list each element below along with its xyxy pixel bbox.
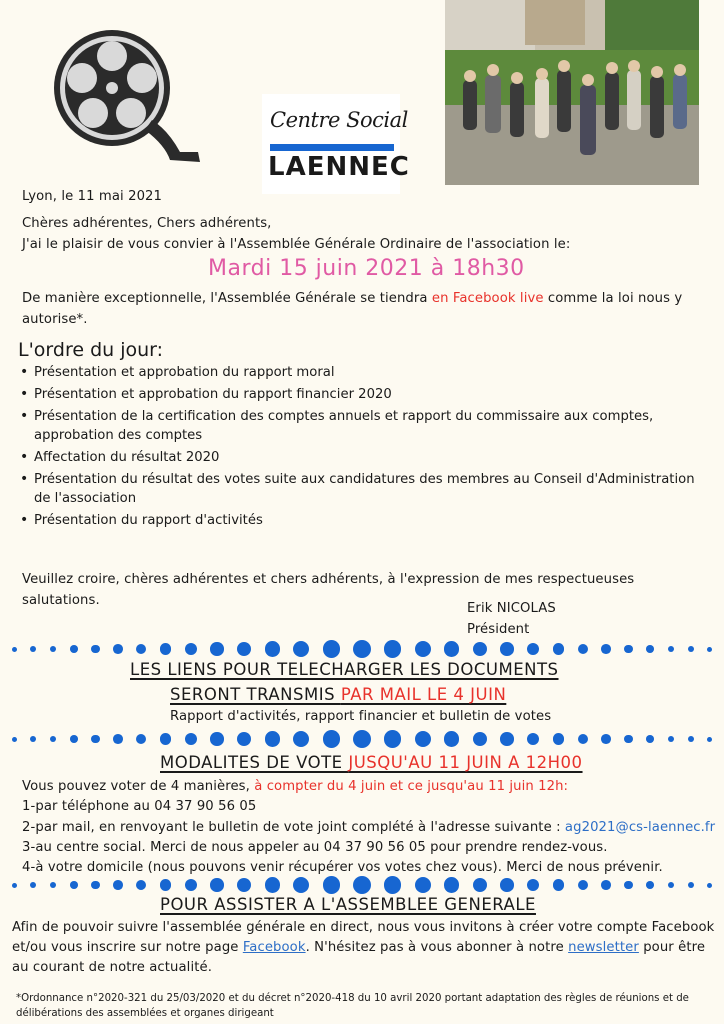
documents-heading-2: SERONT TRANSMIS PAR MAIL LE 4 JUIN <box>170 685 507 704</box>
divider-dot <box>646 881 654 889</box>
divider-dot <box>237 642 251 656</box>
divider-dot <box>527 733 539 745</box>
attend-heading: POUR ASSISTER A L'ASSEMBLEE GENERALE <box>160 895 536 914</box>
divider-dot <box>578 644 589 655</box>
divider-dot <box>30 736 36 742</box>
vote-heading: MODALITES DE VOTE JUSQU'AU 11 JUIN A 12H00 <box>160 753 583 772</box>
divider-dot <box>688 882 694 888</box>
divider-dot <box>210 878 223 891</box>
divider-dot <box>500 732 513 745</box>
signer-name: Erik NICOLAS <box>467 601 556 616</box>
divider-dot <box>624 645 633 654</box>
divider-dot <box>601 880 611 890</box>
divider-dot <box>624 735 633 744</box>
exception-text-a: De manière exceptionnelle, l'Assemblée Générale se tiendra <box>22 291 432 306</box>
vote-line-2: 1-par téléphone au 04 37 90 56 05 <box>22 799 257 814</box>
divider-dot <box>553 879 565 891</box>
divider-dot <box>646 645 654 653</box>
divider-dot <box>185 879 197 891</box>
divider-dot <box>624 881 633 890</box>
divider-dot <box>353 640 371 658</box>
vote-line-4: 3-au centre social. Merci de nous appeler au 04 37 90 56 05 pour prendre rendez-vous. <box>22 840 608 855</box>
documents-subtitle: Rapport d'activités, rapport financier et bulletin de votes <box>170 709 552 724</box>
divider-dot <box>185 643 197 655</box>
vote-deadline-highlight: JUSQU'AU 11 JUIN A 12H00 <box>348 753 583 772</box>
divider-dot <box>527 879 539 891</box>
divider-dot <box>353 876 371 894</box>
divider-dot <box>70 645 78 653</box>
agenda-item: • Présentation du résultat des votes suite aux candidatures des membres au Conseil d'Administration de l'association <box>20 470 710 508</box>
agenda-item: • Présentation du rapport d'activités <box>20 511 710 530</box>
facebook-live-highlight: en Facebook live <box>431 291 544 306</box>
divider-dot <box>353 730 371 748</box>
vote-line-1: Vous pouvez voter de 4 manières, à compter du 4 juin et ce jusqu'au 11 juin 12h: <box>22 779 569 794</box>
vote-line-3: 2-par mail, en renvoyant le bulletin de vote joint complété à l'adresse suivante : ag2021@cs-laennec.fr <box>22 820 716 835</box>
divider-dot <box>185 733 197 745</box>
divider-dot <box>50 882 57 889</box>
divider-dot <box>136 644 147 655</box>
divider-dot <box>265 731 280 746</box>
divider-dot <box>444 731 459 746</box>
divider-dot <box>160 733 172 745</box>
attend-line-1: Afin de pouvoir suivre l'assemblée générale en direct, nous vous invitons à créer votre compte Facebook <box>12 920 715 935</box>
divider-dot <box>113 734 123 744</box>
divider-dot <box>415 641 431 657</box>
closing-line-2: salutations. <box>22 593 100 608</box>
divider-dot <box>553 643 565 655</box>
divider-dot <box>12 883 17 888</box>
divider-dot <box>293 641 309 657</box>
dot-divider-2 <box>12 726 712 752</box>
footnote-line-2: délibérations des assemblées et organes dirigeant <box>16 1008 274 1019</box>
logo-bar <box>270 144 394 151</box>
divider-dot <box>415 731 431 747</box>
footnote-line-1: *Ordonnance n°2020-321 du 25/03/2020 et du décret n°2020-418 du 10 avril 2020 portant adaptation des règles de réunions et de <box>16 993 689 1004</box>
divider-dot <box>578 880 589 891</box>
letter-salutation: Chères adhérentes, Chers adhérents, <box>22 216 272 231</box>
exception-text-b: comme la loi nous y <box>543 291 683 306</box>
divider-dot <box>30 646 36 652</box>
divider-dot <box>237 878 251 892</box>
divider-dot <box>210 732 223 745</box>
divider-dot <box>210 642 223 655</box>
facebook-page-link[interactable]: Facebook <box>242 940 306 955</box>
divider-dot <box>688 646 694 652</box>
divider-dot <box>160 643 172 655</box>
divider-dot <box>265 877 280 892</box>
divider-dot <box>473 642 487 656</box>
agenda-item: • Affectation du résultat 2020 <box>20 448 710 467</box>
event-date: Mardi 15 juin 2021 à 18h30 <box>208 256 525 281</box>
divider-dot <box>707 647 712 652</box>
agenda-item: • Présentation et approbation du rapport financier 2020 <box>20 385 710 404</box>
vote-email-link[interactable]: ag2021@cs-laennec.fr <box>564 820 716 835</box>
divider-dot <box>473 878 487 892</box>
dot-divider-1 <box>12 636 712 662</box>
divider-dot <box>601 644 611 654</box>
letter-intro: J'ai le plaisir de vous convier à l'Assemblée Générale Ordinaire de l'association le: <box>22 237 571 252</box>
divider-dot <box>293 877 309 893</box>
divider-dot <box>668 882 675 889</box>
divider-dot <box>160 879 172 891</box>
divider-dot <box>578 734 589 745</box>
attend-line-2: et/ou vous inscrire sur notre page Facebook. N'hésitez pas à vous abonner à notre newsletter pour être <box>12 940 706 955</box>
divider-dot <box>323 640 340 657</box>
closing-line-1: Veuillez croire, chères adhérentes et chers adhérents, à l'expression de mes respectueuses <box>22 572 635 587</box>
divider-dot <box>500 878 513 891</box>
divider-dot <box>50 736 57 743</box>
outdoor-assembly-photo <box>445 0 699 185</box>
agenda-item: • Présentation et approbation du rapport moral <box>20 363 710 382</box>
divider-dot <box>12 647 17 652</box>
newsletter-link[interactable]: newsletter <box>568 940 639 955</box>
divider-dot <box>707 737 712 742</box>
divider-dot <box>91 735 100 744</box>
divider-dot <box>444 877 459 892</box>
exception-line <box>22 289 682 308</box>
vote-line-5: 4-à votre domicile (nous pouvons venir récupérer vos votes chez vous). Merci de nous prévenir. <box>22 860 663 875</box>
divider-dot <box>668 646 675 653</box>
divider-dot <box>668 736 675 743</box>
letter-date: Lyon, le 11 mai 2021 <box>22 189 163 204</box>
divider-dot <box>500 642 513 655</box>
divider-dot <box>30 882 36 888</box>
divider-dot <box>136 734 147 745</box>
divider-dot <box>707 883 712 888</box>
divider-dot <box>91 881 100 890</box>
divider-dot <box>237 732 251 746</box>
divider-dot <box>601 734 611 744</box>
divider-dot <box>113 644 123 654</box>
signer-role: Président <box>467 622 530 637</box>
agenda-title: L'ordre du jour: <box>18 339 164 361</box>
logo-name: LAENNEC <box>268 152 410 182</box>
agenda-item: • Présentation de la certification des comptes annuels et rapport du commissaire aux comptes, approbation des comptes <box>20 407 710 445</box>
divider-dot <box>70 735 78 743</box>
divider-dot <box>415 877 431 893</box>
divider-dot <box>527 643 539 655</box>
attend-line-3: au courant de notre actualité. <box>12 960 212 975</box>
divider-dot <box>473 732 487 746</box>
divider-dot <box>70 881 78 889</box>
vote-period-highlight: à compter du 4 juin et ce jusqu'au 11 juin 12h: <box>254 779 569 794</box>
divider-dot <box>50 646 57 653</box>
film-reel-icon <box>50 10 210 170</box>
divider-dot <box>323 876 340 893</box>
divider-dot <box>444 641 459 656</box>
mail-date-highlight: PAR MAIL LE 4 JUIN <box>340 685 507 704</box>
divider-dot <box>323 730 340 747</box>
divider-dot <box>553 733 565 745</box>
exception-line-2: autorise*. <box>22 312 88 327</box>
agenda-list <box>20 363 710 530</box>
centre-social-logo <box>262 94 410 194</box>
divider-dot <box>384 640 401 657</box>
divider-dot <box>646 735 654 743</box>
divider-dot <box>12 737 17 742</box>
documents-heading-1: LES LIENS POUR TELECHARGER LES DOCUMENTS <box>130 660 559 679</box>
divider-dot <box>113 880 123 890</box>
divider-dot <box>384 730 401 747</box>
logo-script: Centre Social <box>270 108 408 132</box>
divider-dot <box>136 880 147 891</box>
divider-dot <box>293 731 309 747</box>
divider-dot <box>384 876 401 893</box>
divider-dot <box>265 641 280 656</box>
divider-dot <box>688 736 694 742</box>
divider-dot <box>91 645 100 654</box>
